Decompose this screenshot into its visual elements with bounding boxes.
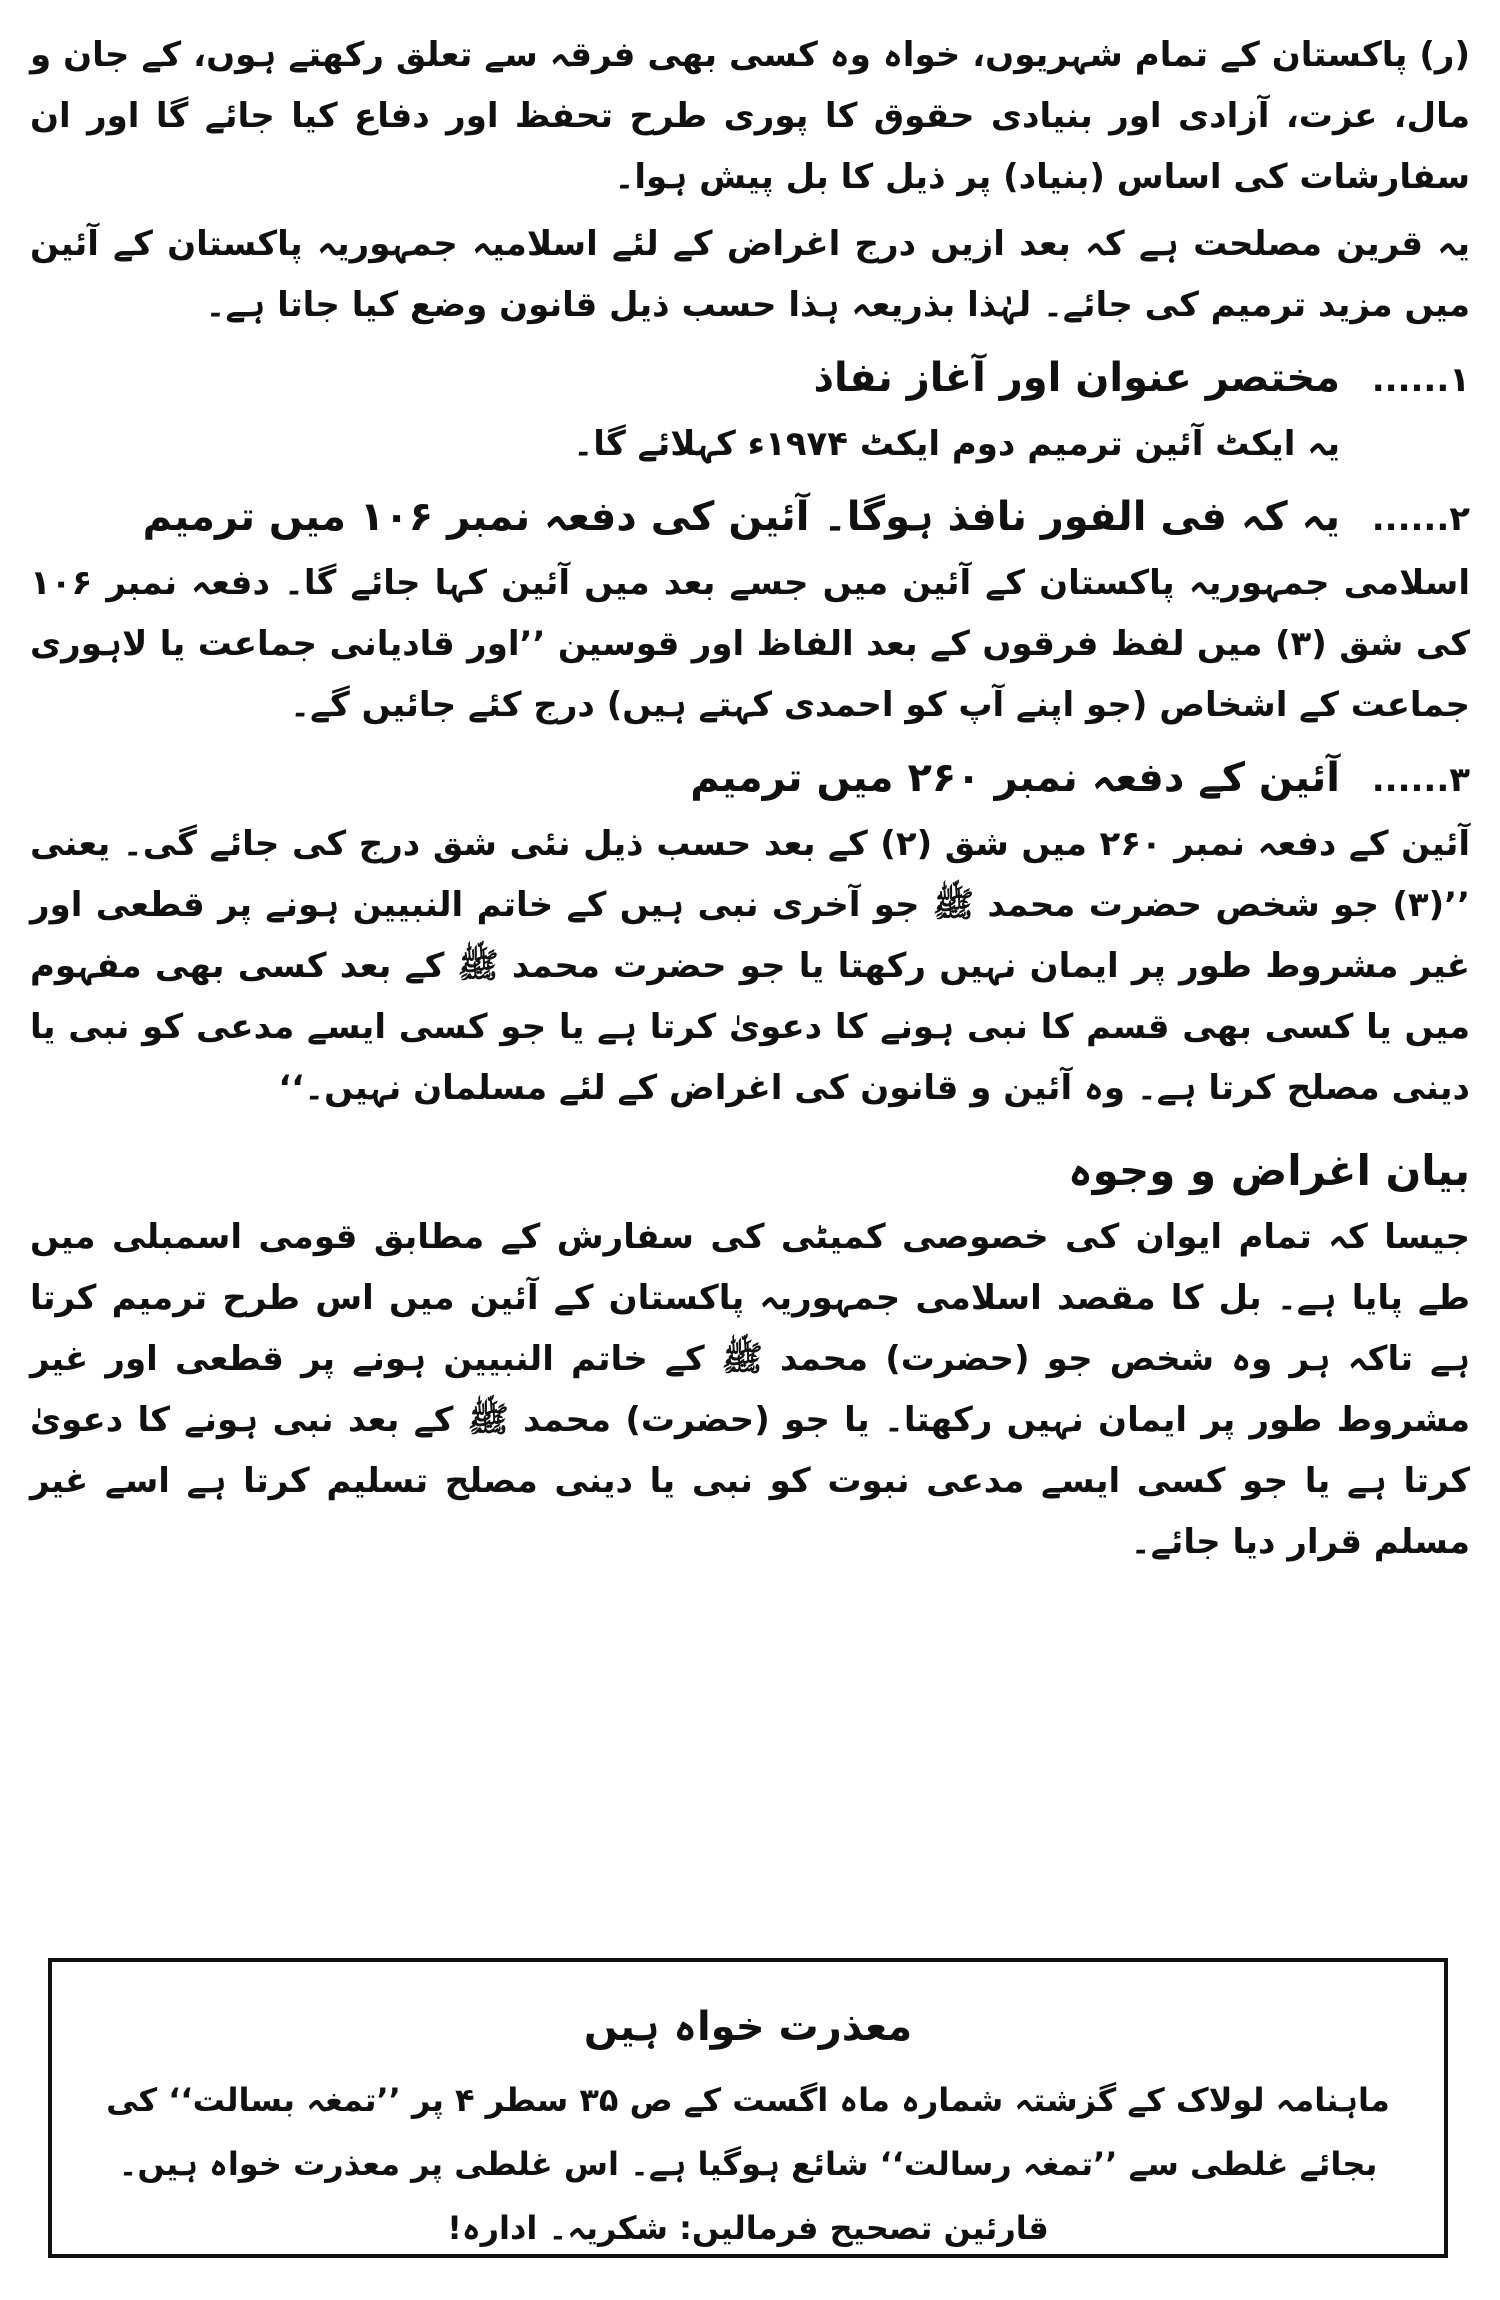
article	[30, 25, 1470, 1579]
section-1-title: مختصر عنوان اور آغاز نفاذ	[813, 355, 1340, 401]
section-1	[30, 344, 1470, 475]
notice-title: معذرت خواہ ہیں	[583, 2004, 913, 2050]
section-2-body: اسلامی جمہوریہ پاکستان کے آئین میں جسے بعد میں آئین کہا جائے گا۔ دفعہ نمبر ۱۰۶ کی شق (۳) میں لفظ فرقوں کے بعد الفاظ اور قوسین ’’اور قادیانی جماعت یا لاہوری جماعت کے اشخاص (جو اپنے آپ کو احمدی کہتے ہیں) درج کئے جائیں گے۔	[30, 563, 1470, 725]
section-1-body: یہ ایکٹ آئین ترمیم دوم ایکٹ ۱۹۷۴ء کہلائے گا۔	[573, 424, 1340, 464]
section-3-body: آئین کے دفعہ نمبر ۲۶۰ میں شق (۲) کے بعد حسب ذیل نئی شق درج کی جائے گی۔ یعنی ’’(۳) جو شخص حضرت محمد ﷺ جو آخری نبی ہیں کے خاتم النبیین ہونے پر قطعی اور غیر مشروط طور پر ایمان نہیں رکھتا یا جو حضرت محمد ﷺ کے بعد کسی بھی مفہوم میں یا کسی بھی قسم کا نبی ہونے کا دعویٰ کرتا ہے یا جو کسی ایسے مدعی کو نبی یا دینی مصلح کرتا ہے۔ وہ آئین و قانون کی اغراض کے لئے مسلمان نہیں۔‘‘	[30, 824, 1470, 1108]
section-3	[30, 744, 1470, 1119]
section-2-number: ۲......	[1371, 499, 1470, 539]
section-2-title: یہ کہ فی الفور نافذ ہوگا۔ آئین کی دفعہ نمبر ۱۰۶ میں ترمیم	[142, 494, 1340, 540]
apology-notice-box	[48, 1958, 1448, 2258]
section-3-number: ۳......	[1371, 760, 1470, 800]
purpose-paragraph: جیسا کہ تمام ایوان کی خصوصی کمیٹی کی سفارش کے مطابق قومی اسمبلی میں طے پایا ہے۔ بل کا مقصد اسلامی جمہوریہ پاکستان کے آئین میں اس طرح ترمیم کرتا ہے تاکہ ہر وہ شخص جو (حضرت) محمد ﷺ کے خاتم النبیین ہونے پر قطعی اور غیر مشروط طور پر ایمان نہیں رکھتا۔ یا جو (حضرت) محمد ﷺ کے بعد نبی ہونے کا دعویٰ کرتا ہے یا جو کسی ایسے مدعی نبوت کو نبی یا دینی مصلح تسلیم کرتا ہے اسے غیر مسلم قرار دیا جائے۔	[30, 1217, 1470, 1562]
section-2	[30, 483, 1470, 736]
section-1-heading	[30, 344, 1470, 414]
intro-paragraph: (ر) پاکستان کے تمام شہریوں، خواہ وہ کسی بھی فرقہ سے تعلق رکھتے ہوں، کے جان و مال، عزت، آزادی اور بنیادی حقوق کا پوری طرح تحفظ اور دفاع کیا جائے گا اور ان سفارشات کی اساس (بنیاد) پر ذیل کا بل پیش ہوا۔	[30, 35, 1470, 197]
section-3-title: آئین کے دفعہ نمبر ۲۶۰ میں ترمیم	[690, 755, 1340, 801]
section-3-heading	[30, 744, 1470, 814]
purpose-heading: بیان اغراض و وجوہ	[1068, 1146, 1470, 1195]
section-2-heading	[30, 483, 1470, 553]
section-1-number: ۱......	[1371, 360, 1470, 400]
preamble-paragraph: یہ قرین مصلحت ہے کہ بعد ازیں درج اغراض کے لئے اسلامیہ جمہوریہ پاکستان کے آئین میں مزید ترمیم کی جائے۔ لہٰذا بذریعہ ہذا حسب ذیل قانون وضع کیا جاتا ہے۔	[30, 224, 1470, 325]
notice-body: ماہنامہ لولاک کے گزشتہ شمارہ ماہ اگست کے ص ۳۵ سطر ۴ پر ’’تمغہ بسالت‘‘ کی بجائے غلطی سے ’’تمغہ رسالت‘‘ شائع ہوگیا ہے۔ اس غلطی پر معذرت خواہ ہیں۔ قارئین تصحیح فرمالیں: شکریہ۔ ادارہ!	[106, 2081, 1390, 2247]
